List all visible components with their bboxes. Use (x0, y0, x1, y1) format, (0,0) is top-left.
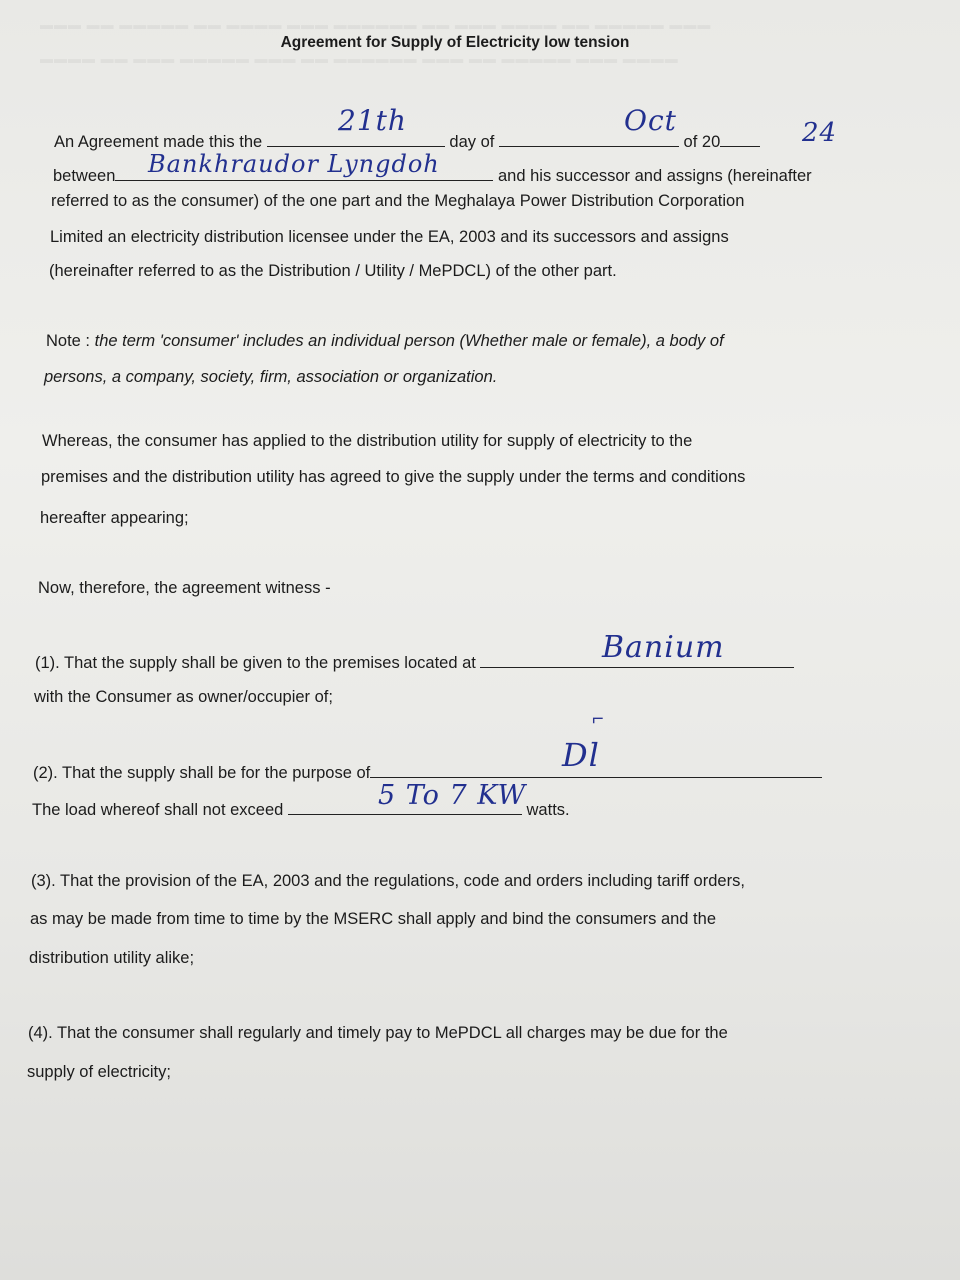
clause-1-text: (1). That the supply shall be given to the premises located at (35, 654, 476, 672)
handwritten-day: 21th (338, 104, 407, 137)
note-line-2: persons, a company, society, firm, association or organization. (44, 368, 498, 386)
whereas-line-2: premises and the distribution utility has agreed to give the supply under the terms and conditions (41, 468, 746, 486)
document-title: Agreement for Supply of Electricity low tension (280, 34, 630, 51)
clause-3-line-2: as may be made from time to time by the MSERC shall apply and bind the consumers and the (30, 910, 716, 928)
note-label: Note : (46, 332, 91, 350)
handwritten-consumer-name: Bankhraudor Lyngdoh (148, 150, 440, 178)
clause-4-line-2: supply of electricity; (27, 1063, 171, 1081)
clause-4-line-1: (4). That the consumer shall regularly and timely pay to MePDCL all charges may be due for the (28, 1024, 728, 1042)
witness-line: Now, therefore, the agreement witness - (38, 579, 331, 597)
handwritten-load: 5 To 7 KW (378, 780, 527, 811)
whereas-line-3: hereafter appearing; (40, 509, 189, 527)
whereas-line-1: Whereas, the consumer has applied to the distribution utility for supply of electricity to the (42, 432, 693, 450)
handwritten-purpose: Dl (562, 736, 600, 774)
intro-day-of: day of (449, 133, 495, 151)
clause-1-line-2: with the Consumer as owner/occupier of; (34, 688, 333, 706)
intro-between: between (53, 167, 116, 185)
note-line-1 (46, 332, 724, 351)
intro-line-3: referred to as the consumer) of the one part and the Meghalaya Power Distribution Corporation (51, 192, 745, 210)
handwritten-month: Oct (624, 104, 677, 137)
clause-3-line-3: distribution utility alike; (29, 949, 195, 967)
load-text: The load whereof shall not exceed (32, 801, 284, 819)
intro-of-year: of 20 (683, 133, 721, 151)
clause-2-text: (2). That the supply shall be for the purpose of (33, 764, 371, 782)
intro-line-2-rest: and his successor and assigns (hereinafter (497, 167, 812, 185)
watts-label: watts. (526, 801, 570, 819)
clause-3-line-1: (3). That the provision of the EA, 2003 and the regulations, code and orders including tariff orders, (31, 872, 745, 890)
note-text-1: the term 'consumer' includes an individual person (Whether male or female), a body of (94, 332, 724, 350)
intro-line-4: Limited an electricity distribution licensee under the EA, 2003 and its successors and assigns (50, 228, 729, 246)
intro-line-5: (hereinafter referred to as the Distribution / Utility / MePDCL) of the other part. (49, 262, 617, 280)
handwritten-mark: ⌐ (592, 708, 604, 730)
intro-made-this-the: An Agreement made this the (54, 133, 263, 151)
handwritten-year: 24 (802, 118, 838, 148)
handwritten-location: Banium (602, 630, 725, 665)
year-blank (720, 130, 760, 147)
